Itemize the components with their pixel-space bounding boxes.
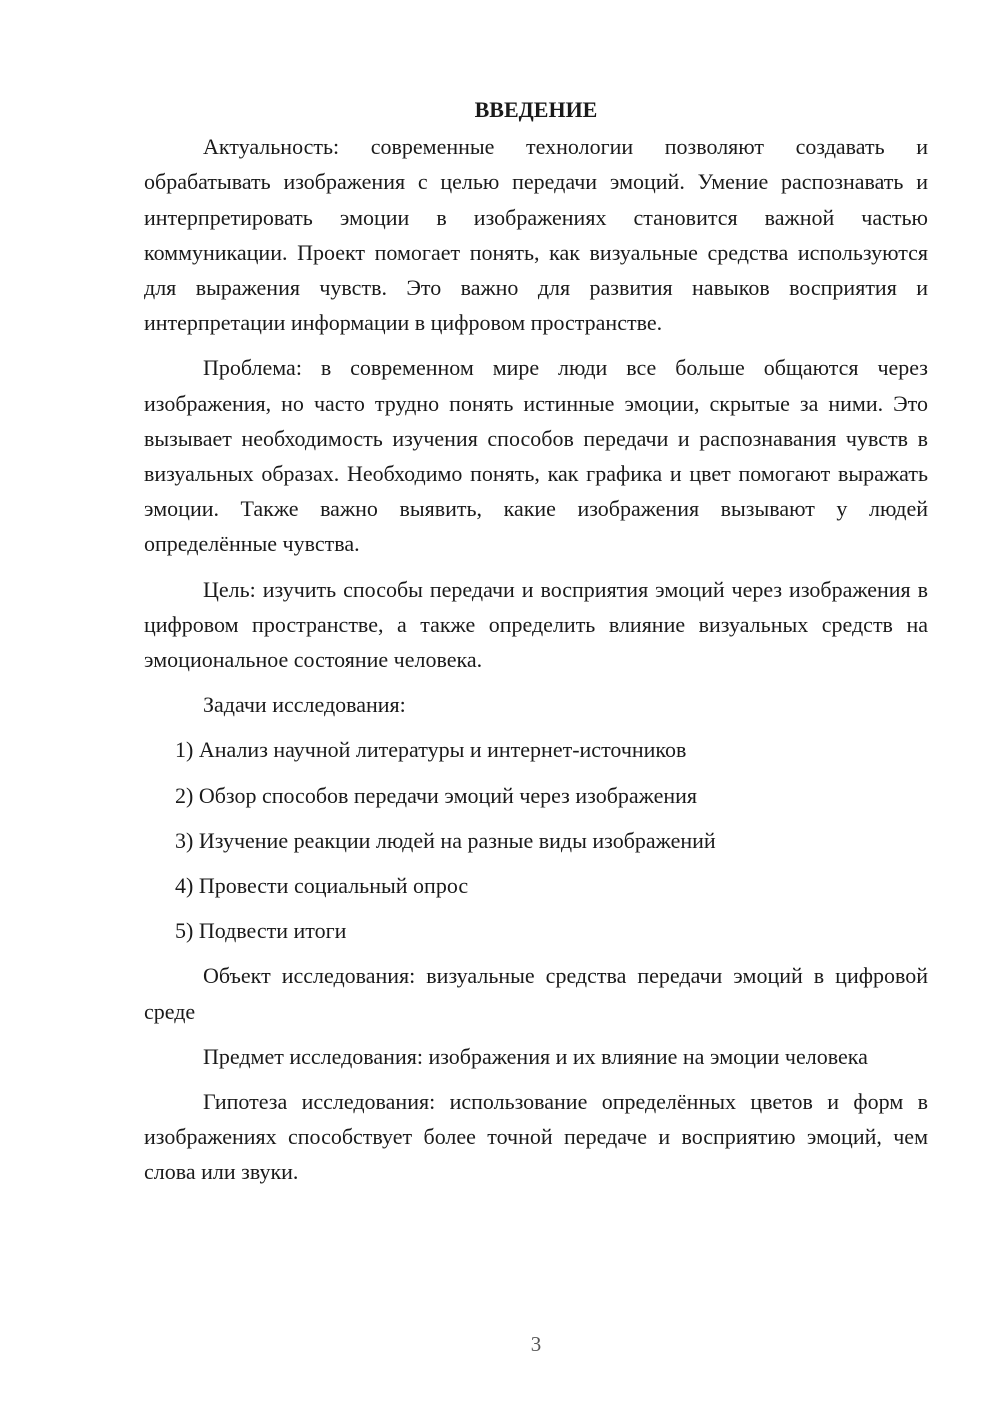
tasks-heading: Задачи исследования: [203, 692, 406, 718]
list-item: 3) Изучение реакции людей на разные виды изображений [175, 827, 716, 853]
paragraph-object: Объект исследования: визуальные средства передачи эмоций в цифровой среде [144, 963, 928, 1024]
paragraph-problem: Проблема: в современном мире люди все больше общаются через изображения, но часто трудно понять истинные эмоции, скрытые за ними. Это вызывает необходимость изучения способов передачи и распознавания чувств в визуальных образах. Необходимо понять, как графика и цвет помогают выражать эмоции. Также важно выявить, какие изображения вызывают у людей определённые чувства. [144, 355, 928, 557]
paragraph-relevance: Актуальность: современные технологии позволяют создавать и обрабатывать изображения с целью передачи эмоций. Умение распознавать и интерпретировать эмоции в изображениях становится важной частью коммуникации. Проект помогает понять, как визуальные средства используются для выражения чувств. Это важно для развития навыков восприятия и интерпретации информации в цифровом пространстве. [144, 134, 928, 336]
list-item: 1) Анализ научной литературы и интернет-источников [175, 737, 687, 763]
paragraph-subject: Предмет исследования: изображения и их влияние на эмоции человека [203, 1043, 868, 1069]
page-content [144, 92, 928, 1200]
task-list [144, 732, 928, 948]
list-item: 2) Обзор способов передачи эмоций через изображения [175, 782, 698, 808]
page-title: ВВЕДЕНИЕ [474, 97, 598, 122]
list-item: 5) Подвести итоги [175, 918, 347, 944]
list-item: 4) Провести социальный опрос [175, 873, 469, 899]
page-number: 3 [530, 1332, 542, 1356]
paragraph-hypothesis: Гипотеза исследования: использование определённых цветов и форм в изображениях способствует более точной передаче и восприятию эмоций, чем слова или звуки. [144, 1089, 928, 1185]
paragraph-goal: Цель: изучить способы передачи и восприятия эмоций через изображения в цифровом пространстве, а также определить влияние визуальных средств на эмоциональное состояние человека. [144, 576, 928, 673]
